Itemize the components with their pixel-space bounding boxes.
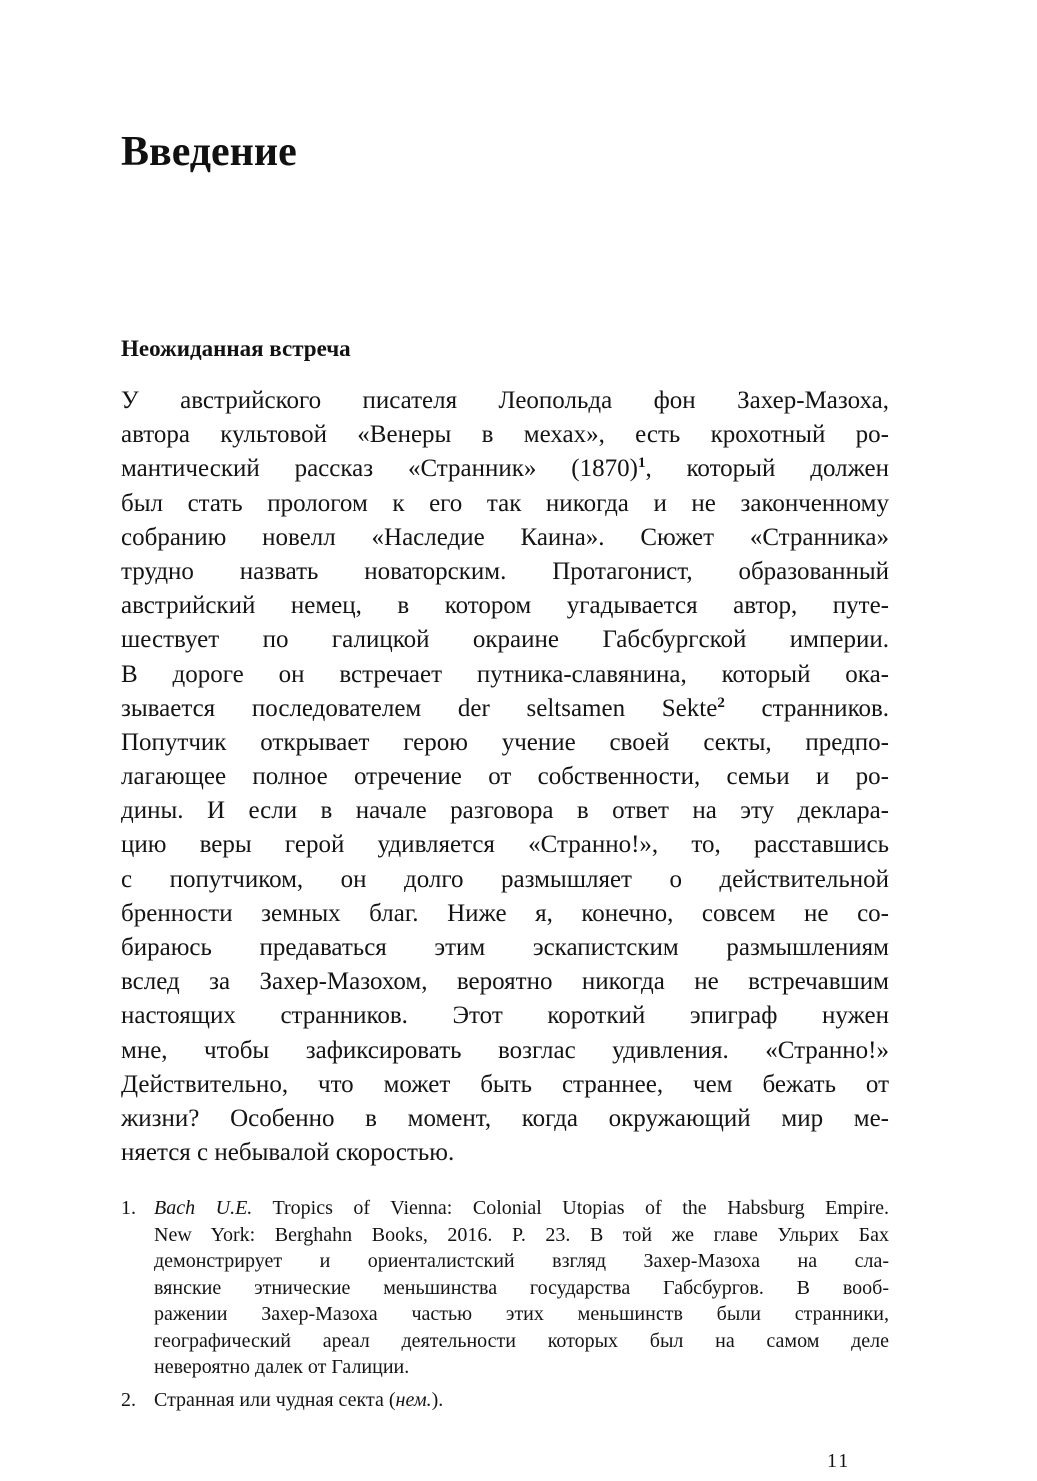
body-line: вслед за Захер-Мазохом, вероятно никогда не встречавшим: [121, 968, 889, 996]
body-line: мне, чтобы зафиксировать возглас удивления. «Странно!»: [121, 1036, 889, 1064]
footnote-line: невероятно далек от Галиции.: [154, 1356, 410, 1378]
body-line: дины. И если в начале разговора в ответ на эту деклара-: [121, 797, 889, 825]
body-line: Действительно, что может быть страннее, чем бежать от: [121, 1070, 889, 1098]
body-line: автора культовой «Венеры в мехах», есть крохотный ро-: [121, 421, 889, 449]
body-line: У австрийского писателя Леопольда фон Захер-Мазоха,: [121, 387, 889, 414]
body-line: шествует по галицкой окраине Габсбургской империи.: [121, 626, 889, 654]
footnotes: [121, 1195, 889, 1413]
body-line: [121, 452, 889, 486]
body-line-text: странников.: [724, 694, 889, 722]
footnote-line-text: ).: [431, 1388, 444, 1411]
body-line: с попутчиком, он долго размышляет о действительной: [121, 865, 889, 893]
chapter-title: Введение: [121, 129, 297, 175]
footnote-ref-2[interactable]: 2: [717, 694, 725, 711]
body-line: Попутчик открывает герою учение своей секты, предпо-: [121, 728, 889, 756]
body-line: жизни? Особенно в момент, когда окружающий мир ме-: [121, 1104, 889, 1132]
footnote-ref-1[interactable]: 1: [637, 455, 646, 472]
footnote-line: географический ареал деятельности которых был на самом деле: [154, 1329, 889, 1352]
footnote-number: 2.: [121, 1388, 136, 1411]
section-title: Неожиданная встреча: [121, 336, 351, 361]
footnote-line-text: Tropics of Vienna: Colonial Utopias of the Habsburg Empire.: [252, 1197, 889, 1219]
footnote-line: [154, 1195, 889, 1222]
footnote-line-text: Странная или чудная секта (: [154, 1388, 396, 1411]
body-paragraph: [121, 384, 889, 1170]
body-line: цию веры герой удивляется «Странно!», то, расставшись: [121, 831, 889, 859]
footnote-line: вянские этнические меньшинства государства Габсбургов. В вооб-: [154, 1276, 889, 1299]
footnote-number: 1.: [121, 1197, 136, 1219]
body-line-text: , который должен: [645, 455, 889, 483]
body-line: трудно назвать новаторским. Протагонист, образованный: [121, 557, 889, 585]
body-line: собранию новелл «Наследие Каина». Сюжет «Странника»: [121, 523, 889, 551]
footnote-language-note: нем.: [395, 1388, 432, 1411]
body-line: австрийский немец, в котором угадывается автор, путе-: [121, 592, 889, 620]
footnote-line: ражении Захер-Мазоха частью этих меньшинств были странники,: [154, 1303, 889, 1325]
footnote-body: [154, 1387, 889, 1414]
body-line-text: мантический рассказ «Странник» (1870): [121, 455, 638, 483]
body-line: няется с небывалой скоростью.: [121, 1139, 455, 1167]
page-number: 11: [827, 1450, 851, 1472]
footnote-body: [154, 1195, 889, 1381]
body-line: В дороге он встречает путника-славянина, который ока-: [121, 660, 889, 688]
footnote-line: [154, 1387, 889, 1414]
footnote-author: Bach U.E.: [154, 1197, 253, 1219]
footnote-line: демонстрирует и ориенталистский взгляд Захер-Мазоха на сла-: [154, 1250, 889, 1272]
body-line: был стать прологом к его так никогда и не законченному: [121, 489, 889, 517]
footnote-line: New York: Berghahn Books, 2016. P. 23. В той же главе Ульрих Бах: [154, 1223, 889, 1246]
body-line-text: зывается последователем der seltsamen Sekte: [121, 694, 718, 722]
body-line: бираюсь предаваться этим эскапистским размышлениям: [121, 934, 889, 961]
footnote-2: [121, 1387, 889, 1414]
body-line: лагающее полное отречение от собственности, семьи и ро-: [121, 763, 889, 791]
footnote-1: [121, 1195, 889, 1381]
body-line: настоящих странников. Этот короткий эпиграф нужен: [121, 1002, 889, 1030]
body-line: [121, 692, 889, 726]
body-line: бренности земных благ. Ниже я, конечно, совсем не со-: [121, 899, 889, 927]
